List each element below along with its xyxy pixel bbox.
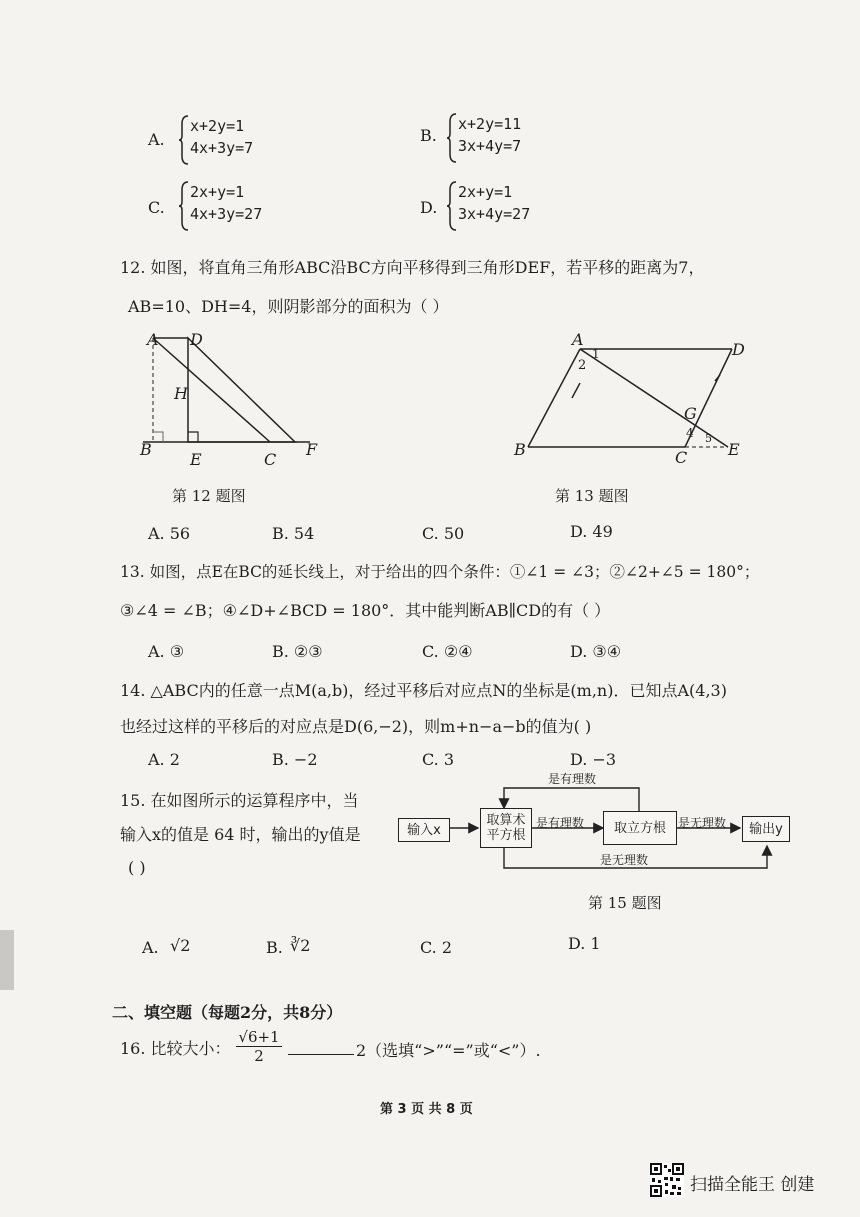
q11-option-b-label: B. [420,126,437,145]
q12-figure [135,330,325,470]
triangle-def [188,338,295,442]
flowchart-input-box: 输入x [398,818,450,842]
q13-figure [510,335,750,460]
q12-label-f: F [306,440,318,459]
flowchart-cbrt-box: 取立方根 [603,811,677,845]
q16-numerator: √6+1 [236,1028,282,1047]
scanner-watermark: 扫描全能王 创建 [690,1175,815,1195]
q11-option-d-eq2: 3x+4y=27 [458,205,531,223]
q14-stem-line1: 14. △ABC内的任意一点M(a,b)，经过平移后对应点N的坐标是(m,n)．已知点A(4,3) [120,681,727,700]
section-2-heading: 二、填空题（每题2分，共8分） [112,1003,343,1022]
q11-option-c-label: C. [148,198,165,217]
q15-stem-line3: ( ) [128,858,146,877]
q14-option-c[interactable]: C. 3 [422,750,455,769]
q14-option-a[interactable]: A. 2 [148,750,180,769]
q12-label-b: B [140,440,152,459]
q13-angle-1: 1 [592,347,600,361]
flowchart-output-box: 输出y [742,816,790,842]
brace-icon [446,180,458,232]
q12-stem-line2: AB=10、DH=4，则阴影部分的面积为（ ） [128,297,449,316]
q15-stem-line1: 15. 在如图所示的运算程序中，当 [120,791,359,810]
page-number: 第 3 页 共 8 页 [380,1102,473,1117]
q12-option-a[interactable]: A. 56 [148,524,191,543]
q13-option-b[interactable]: B. ②③ [272,642,323,661]
brace-icon [178,114,190,166]
parallel-arrow [572,383,580,398]
flowchart-sqrt-line2: 平方根 [486,828,526,843]
q13-option-d[interactable]: D. ③④ [570,642,622,661]
q16-suffix: 2（选填“>”“=”或“<”）. [356,1041,541,1060]
q11-option-b-eq2: 3x+4y=7 [458,137,522,155]
flowchart-label-mid: 是有理数 [536,816,585,830]
q11-option-c-eq2: 4x+3y=27 [190,205,263,223]
q13-label-c: C [675,448,688,467]
q16-denominator: 2 [254,1047,264,1065]
q16-prefix: 16. 比较大小： [120,1039,231,1058]
q13-label-g: G [684,404,697,423]
q15-option-a-value[interactable]: √2 [170,936,191,955]
q16-fraction [236,1028,282,1065]
q13-label-a: A [572,330,584,349]
right-angle-mark [188,432,198,442]
q15-figure-caption: 第 15 题图 [588,894,662,912]
q11-option-d-eq1: 2x+y=1 [458,183,513,201]
q12-stem-line1: 12. 如图，将直角三角形ABC沿BC方向平移得到三角形DEF，若平移的距离为7， [120,258,705,277]
segment-ac [153,338,270,442]
q11-option-a-eq2: 4x+3y=7 [190,139,254,157]
q12-label-h: H [174,384,188,403]
q12-label-c: C [264,450,277,469]
right-angle-mark [153,432,163,442]
q14-option-b[interactable]: B. −2 [272,750,318,769]
q13-stem-line1: 13. 如图，点E在BC的延长线上，对于给出的四个条件：①∠1 = ∠3；②∠2+∠5 = 180°； [120,563,760,581]
q15-stem-line2: 输入x的值是 64 时，输出的y值是 [120,825,361,844]
q12-option-b[interactable]: B. 54 [272,524,315,543]
q13-option-c[interactable]: C. ②④ [422,642,473,661]
flowchart-sqrt-line1: 取算术 [486,813,526,828]
flowchart-label-bottom: 是无理数 [600,853,649,867]
q12-option-c[interactable]: C. 50 [422,524,465,543]
q15-option-d[interactable]: D. 1 [568,934,601,953]
q12-label-a: A [147,330,159,349]
q12-label-d: D [190,330,203,349]
q15-option-b-label[interactable]: B. [266,938,283,957]
q13-angle-4: 4 [686,426,694,440]
q12-label-e: E [190,450,202,469]
flowchart-label-top: 是有理数 [548,772,597,786]
scan-edge-shadow [0,930,14,990]
q13-stem-line2: ③∠4 = ∠B；④∠D+∠BCD = 180°．其中能判断AB∥CD的有（ ） [120,601,611,620]
q16-answer-blank[interactable] [288,1054,354,1055]
qr-code-icon [650,1163,684,1197]
brace-icon [446,112,458,164]
q11-option-a-label: A. [148,130,165,149]
q13-label-d: D [732,340,745,359]
q15-option-c[interactable]: C. 2 [420,938,453,957]
q11-option-d-label: D. [420,198,438,217]
q13-figure-caption: 第 13 题图 [555,487,629,505]
q13-label-b: B [514,440,526,459]
q11-option-a-eq1: x+2y=1 [190,117,245,135]
q12-figure-caption: 第 12 题图 [172,487,246,505]
flowchart-sqrt-box [480,808,532,848]
q13-label-e: E [728,440,740,459]
q14-option-d[interactable]: D. −3 [570,750,617,769]
q11-option-c-eq1: 2x+y=1 [190,183,245,201]
q15-option-b-value[interactable]: ∛2 [290,936,311,955]
flowchart-label-right: 是无理数 [678,816,727,830]
q13-option-a[interactable]: A. ③ [148,642,185,661]
q13-angle-2: 2 [578,358,587,373]
q14-stem-line2: 也经过这样的平移后的对应点是D(6,−2)，则m+n−a−b的值为( ) [120,717,592,736]
q13-angle-5: 5 [705,432,712,445]
q15-option-a-label[interactable]: A. [142,938,159,957]
q11-option-b-eq1: x+2y=11 [458,115,522,133]
q12-option-d[interactable]: D. 49 [570,522,613,541]
brace-icon [178,180,190,232]
flowchart-connectors [395,780,795,880]
